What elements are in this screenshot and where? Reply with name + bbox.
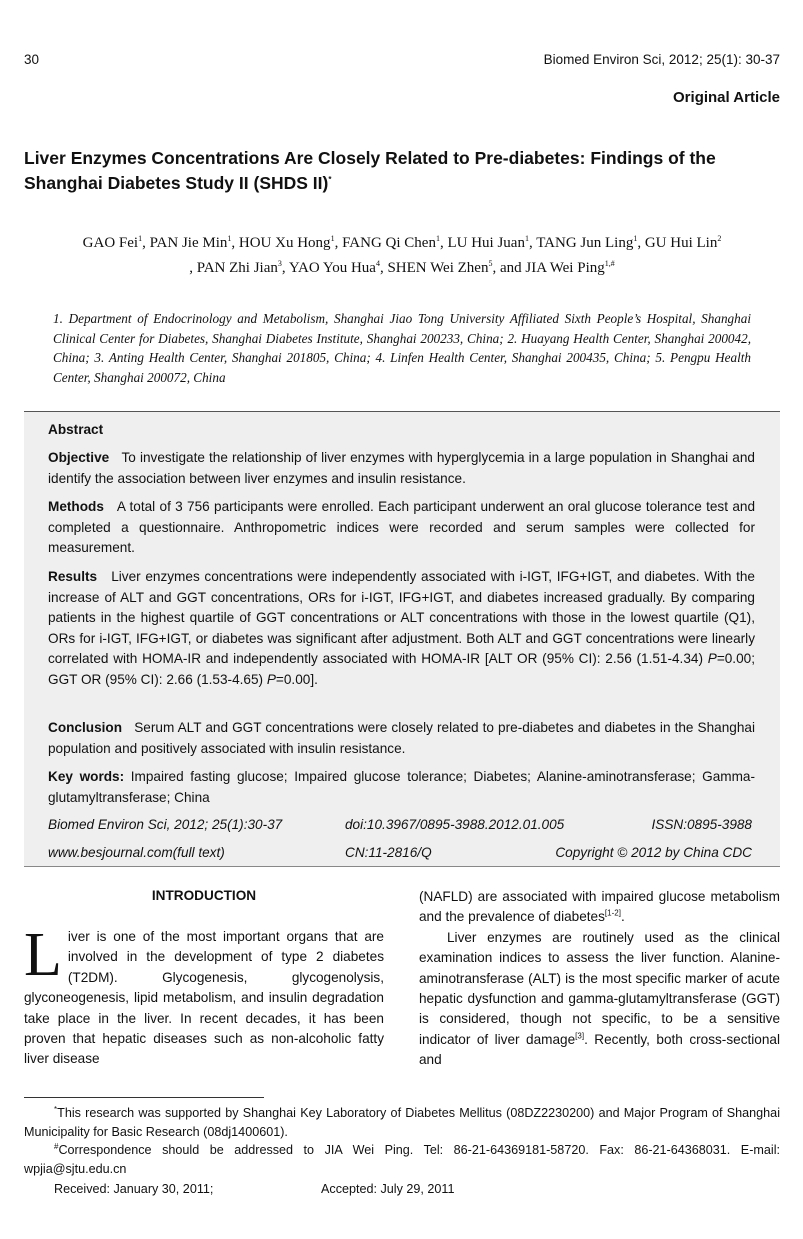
objective-label: Objective [48, 450, 110, 465]
intro-left-text: iver is one of the most important organs that are involved in the development of type 2 diabetes (T2DM). Glycogenesis, glycogenolysis, glyconeogenesis, lipid metabolism, and insulin degradation take place in the liver. In recent decades, it has been proven that hepatic diseases such as non-alcoholic fatty liver disease [24, 929, 384, 1067]
abstract-results: Results Liver enzymes concentrations were independently associated with i-IGT, IFG+IGT, and diabetes. With the increase of ALT and GGT concentrations, ORs for i-IGT, IFG+IGT, and diabetes increased gradually. By comparing patients in the highest quartile of GGT concentrations or ALT concentrations with those in the lowest quartile (Q1), ORs for i-IGT, IFG+IGT, or diabetes was significant after adjustment. Both ALT and GGT concentrations were linearly correlated with HOMA-IR and independently associated with HOMA-IR [ALT OR (95% CI): 2.56 (1.51-4.34) P=0.00; GGT OR (95% CI): 2.66 (1.53-4.65) P=0.00]. [48, 569, 755, 687]
author-separator: , [231, 235, 239, 251]
author-separator: , [637, 235, 645, 251]
drop-cap: L [24, 921, 62, 989]
author-name: JIA Wei Ping [525, 260, 605, 276]
citation-journal: Biomed Environ Sci, 2012; 25(1):30-37 [48, 817, 283, 832]
author-name: YAO You Hua [288, 260, 376, 276]
results-text: Liver enzymes concentrations were independently associated with i-IGT, IFG+IGT, and diabetes. With the increase of ALT and GGT concentrations, ORs for i-IGT, IFG+IGT, and diabetes increased gradually. By comparing patients in the highest quartile of GGT concentrations or ALT concentrations with those in the lowest quartile (Q1), ORs for i-IGT, IFG+IGT, or diabetes was significant after adjustment. Both ALT and GGT concentrations were linearly correlated with HOMA-IR and independently associated with HOMA-IR [ALT OR (95% CI): 2.56 (1.51-4.34) [48, 569, 755, 666]
objective-text: To investigate the relationship of liver enzymes with hyperglycemia in a large population in Shanghai and identify the association between liver enzymes and insulin resistance. [48, 450, 755, 486]
author-affiliation-mark: 1 [330, 234, 335, 243]
author-name: LU Hui Juan [447, 235, 525, 251]
keywords-text: Impaired fasting glucose; Impaired glucose tolerance; Diabetes; Alanine-aminotransferase; Gamma-glutamyltransferase; China [48, 769, 756, 805]
methods-label: Methods [48, 499, 104, 514]
conclusion-label: Conclusion [48, 720, 123, 735]
author-separator: , [439, 235, 448, 251]
reference-3[interactable]: [3] [575, 1031, 585, 1041]
author-name: FANG Qi Chen [342, 235, 436, 251]
author-affiliation-mark: 1 [633, 234, 638, 243]
citation-cn: CN:11-2816/Q [345, 845, 432, 860]
author-affiliation-mark: 4 [375, 259, 380, 268]
author-affiliation-mark: 1,# [604, 259, 615, 268]
author-separator: , and [492, 260, 526, 276]
author-separator: , [334, 235, 343, 251]
author-list [24, 231, 780, 281]
article-title [24, 146, 784, 196]
abstract-methods [48, 497, 755, 559]
intro-left-column [24, 921, 384, 1070]
abstract-keywords [48, 767, 755, 808]
author-name: TANG Jun Ling [536, 235, 634, 251]
intro-right-paragraph-1: (NAFLD) are associated with impaired glucose metabolism and the prevalence of diabetes[1-2]. [419, 889, 780, 925]
citation-copyright: Copyright © 2012 by China CDC [555, 845, 752, 860]
author-affiliation-mark: 1 [138, 234, 143, 243]
intro-right-paragraph-2: Liver enzymes are routinely used as the clinical examination indices to assess the liver function. Alanine-aminotransferase (ALT) is the most specific marker of acute hepatic dysfunction and gamma-glutamyltransferase (GGT) is considered, though not specific, to be a sensitive indicator of liver damage[3]. Recently, both cross-sectional and [419, 929, 780, 1068]
author-affiliation-mark: 1 [227, 234, 232, 243]
author-name: PAN Jie Min [149, 235, 228, 251]
footnote-rule [24, 1097, 264, 1098]
methods-text: A total of 3 756 participants were enrolled. Each participant underwent an oral glucose tolerance test and completed a questionnaire. Anthropometric indices were recorded and serum samples were collected for measurement. [48, 499, 755, 555]
author-name: PAN Zhi Jian [196, 260, 278, 276]
author-affiliation-mark: 3 [277, 259, 282, 268]
citation-doi: doi:10.3967/0895-3988.2012.01.005 [345, 817, 565, 832]
abstract-bottom-rule [24, 866, 780, 867]
reference-1-2[interactable]: [1-2] [604, 908, 621, 918]
conclusion-text: Serum ALT and GGT concentrations were closely related to pre-diabetes and diabetes in the Shanghai population and positively associated with insulin resistance. [48, 720, 755, 756]
title-footnote-mark: * [328, 175, 332, 185]
author-affiliation-mark: 1 [435, 234, 440, 243]
funding-footnote: *This research was supported by Shanghai Key Laboratory of Diabetes Mellitus (08DZ2230200) and Major Program of Shanghai Municipality for Basic Research (08dj1400601). [24, 1104, 780, 1139]
received-date: Received: January 30, 2011; [54, 1182, 214, 1196]
author-affiliation-mark: 5 [488, 259, 493, 268]
title-text: Liver Enzymes Concentrations Are Closely Related to Pre-diabetes: Findings of the Shanghai Diabetes Study II (SHDS II) [24, 148, 716, 193]
abstract-heading: Abstract [48, 422, 104, 437]
author-name: SHEN Wei Zhen [387, 260, 489, 276]
intro-right-column [419, 887, 780, 1071]
journal-reference: Biomed Environ Sci, 2012; 25(1): 30-37 [543, 52, 780, 67]
citation-website[interactable]: www.besjournal.com(full text) [48, 845, 225, 860]
abstract-objective [48, 448, 755, 489]
results-label: Results [48, 569, 98, 584]
keywords-label: Key words: [48, 769, 125, 784]
author-separator: , [379, 260, 388, 276]
accepted-date: Accepted: July 29, 2011 [321, 1182, 455, 1196]
author-name: GAO Fei [82, 235, 139, 251]
author-separator: , [142, 235, 150, 251]
author-name: HOU Xu Hong [238, 235, 331, 251]
author-separator: , [189, 260, 197, 276]
correspondence-footnote: #Correspondence should be addressed to JIA Wei Ping. Tel: 86-21-64369181-58720. Fax: 86-21-64368031. E-mail: wpjia@sjtu.edu.cn [24, 1141, 780, 1176]
author-separator: , [281, 260, 289, 276]
affiliations: 1. Department of Endocrinology and Metabolism, Shanghai Jiao Tong University Affiliated Sixth People’s Hospital, Shanghai Clinical Center for Diabetes, Shanghai Diabetes Institute, Shanghai 200233, China; 2. Huayang Health Center, Shanghai 200042, China; 3. Anting Health Center, Shanghai 201805, China; 4. Linfen Health Center, Shanghai 200435, China; 5. Pengpu Health Center, Shanghai 200072, China [53, 311, 751, 385]
article-type: Original Article [673, 89, 780, 106]
author-affiliation-mark: 1 [524, 234, 529, 243]
author-name: GU Hui Lin [644, 235, 718, 251]
page-number: 30 [24, 52, 40, 67]
introduction-heading: INTRODUCTION [151, 888, 257, 903]
author-separator: , [528, 235, 537, 251]
author-affiliation-mark: 2 [717, 234, 722, 243]
citation-issn: ISSN:0895-3988 [651, 817, 752, 832]
abstract-conclusion [48, 718, 755, 759]
